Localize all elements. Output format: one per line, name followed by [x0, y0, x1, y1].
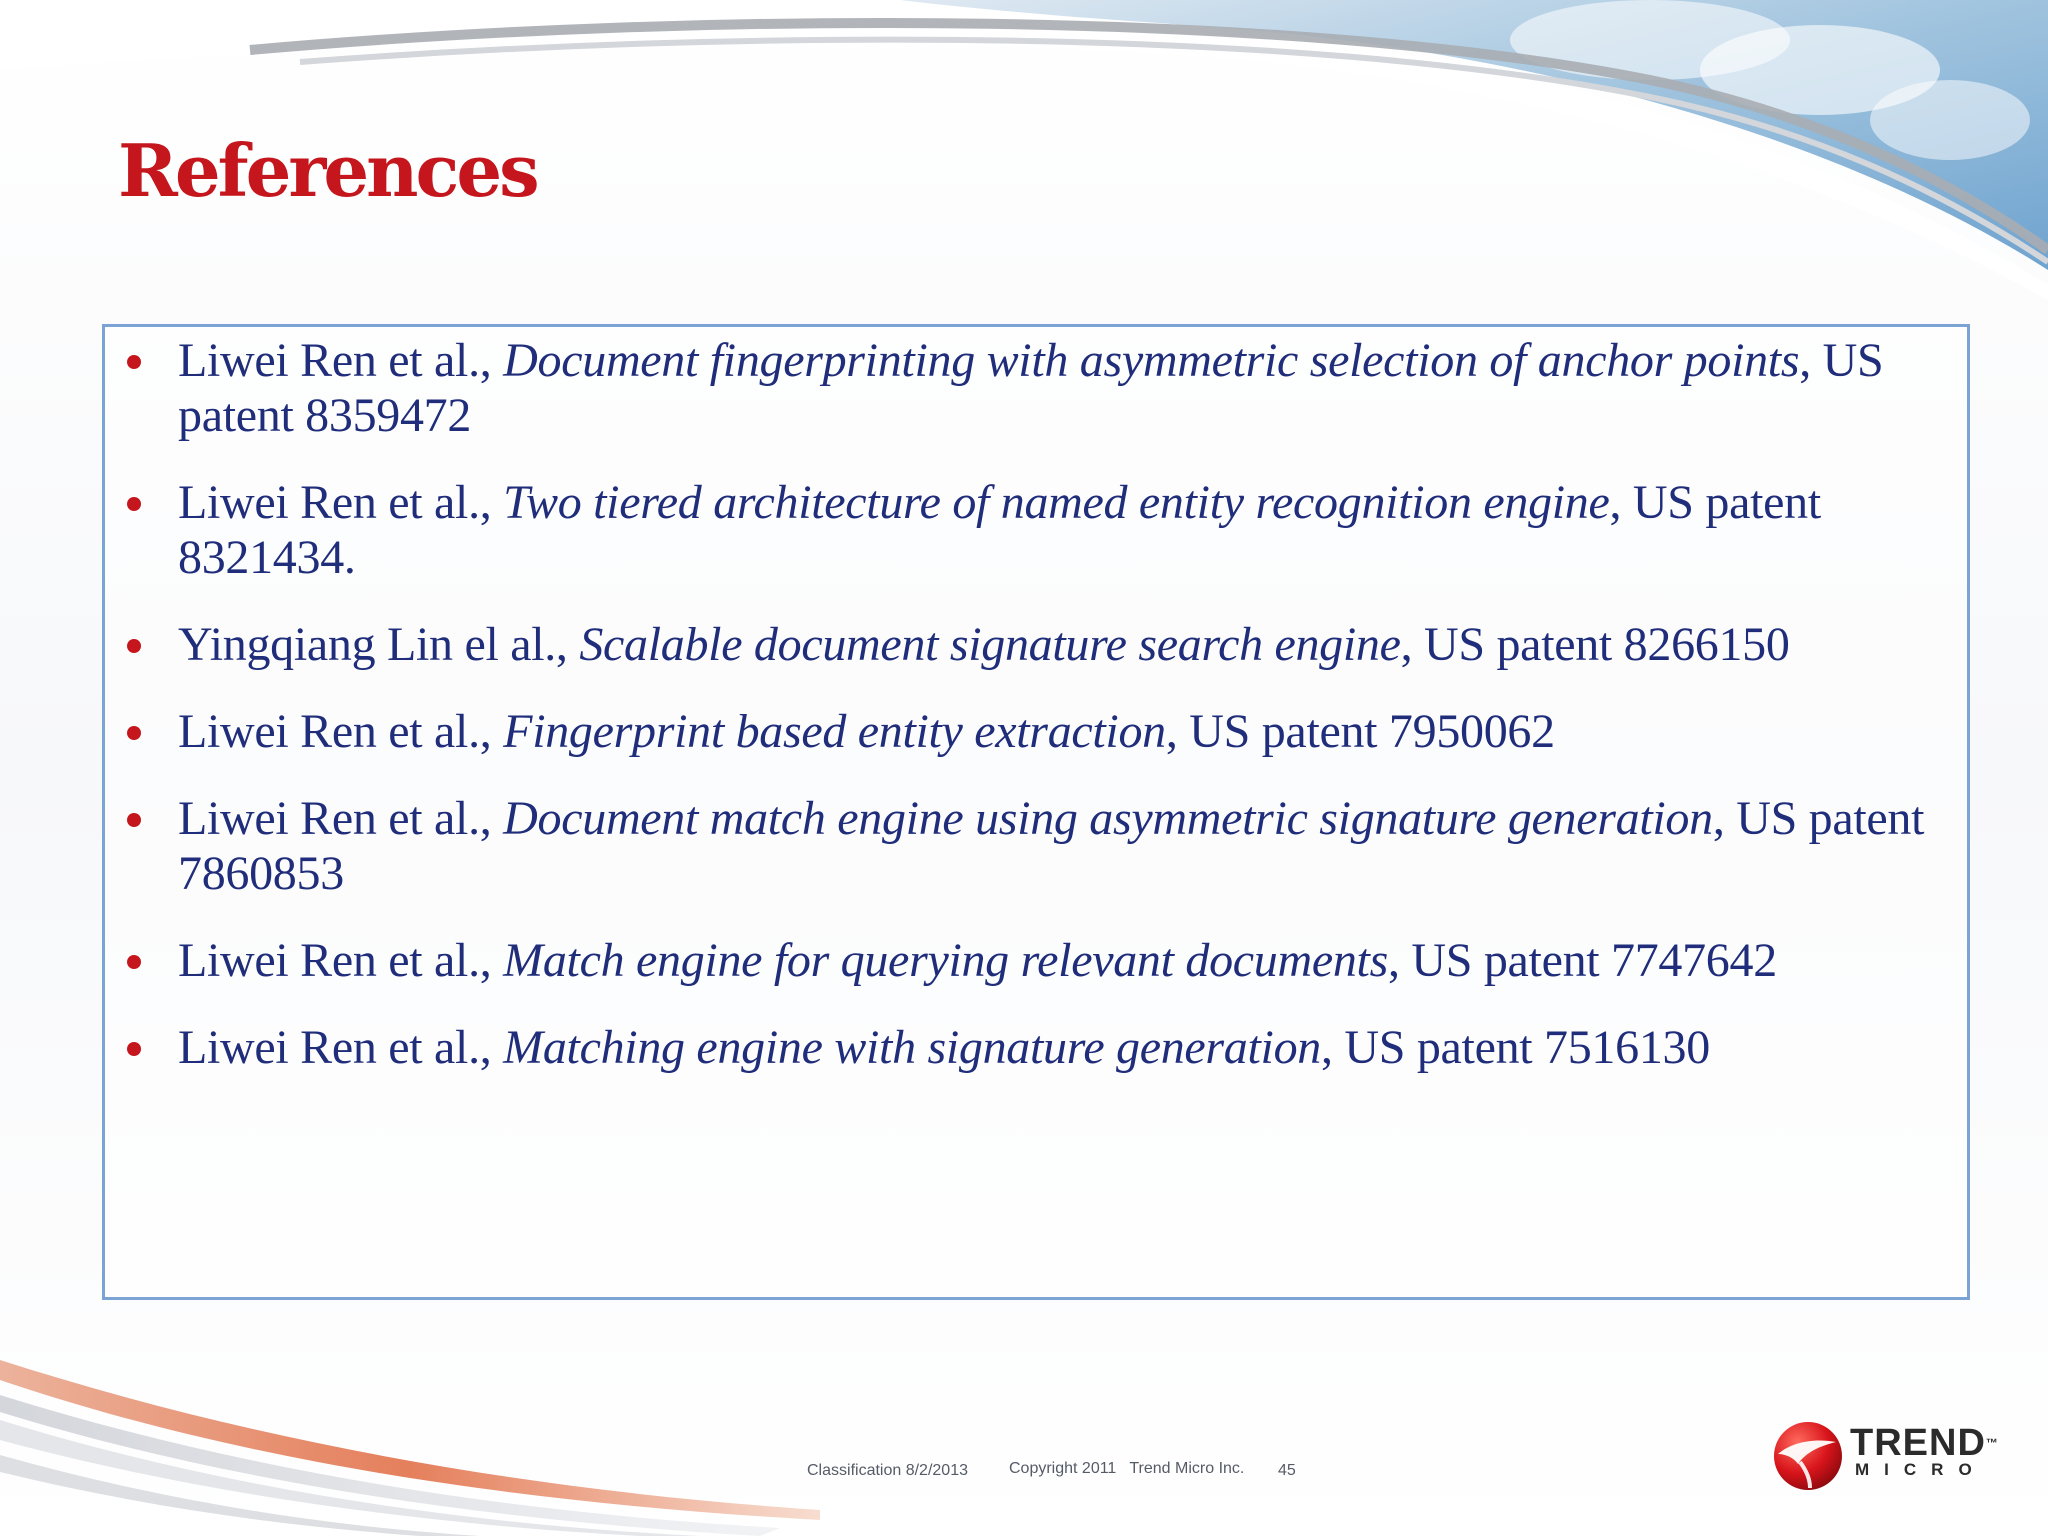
- reference-title: Match engine for querying relevant documents: [503, 934, 1388, 987]
- reference-authors: Yingqiang Lin el al.,: [178, 618, 580, 671]
- reference-patent: , US patent 7516130: [1320, 1021, 1710, 1074]
- reference-authors: Liwei Ren et al.,: [178, 334, 504, 387]
- reference-item: [105, 617, 1967, 672]
- references-list: [105, 333, 1967, 1107]
- reference-patent: , US patent 8266150: [1400, 618, 1790, 671]
- reference-title: Two tiered architecture of named entity recognition engine: [503, 476, 1610, 529]
- logo-word-text: TREND: [1850, 1422, 1986, 1464]
- reference-patent: , US patent 7860853: [178, 792, 1925, 900]
- reference-authors: Liwei Ren et al.,: [178, 705, 504, 758]
- trend-micro-ball-icon: [1770, 1418, 1846, 1494]
- reference-patent: , US patent 7950062: [1165, 705, 1555, 758]
- reference-title: Document match engine using asymmetric signature generation: [503, 792, 1713, 845]
- reference-authors: Liwei Ren et al.,: [178, 476, 504, 529]
- reference-authors: Liwei Ren et al.,: [178, 1021, 504, 1074]
- logo-wordmark: [1850, 1424, 1998, 1462]
- bullet-icon: [127, 1042, 141, 1056]
- logo-trademark: ™: [1985, 1436, 1998, 1450]
- footer-classification: Classification 8/2/2013: [807, 1462, 968, 1479]
- bullet-icon: [127, 639, 141, 653]
- bullet-icon: [127, 726, 141, 740]
- reference-title: Fingerprint based entity extraction: [503, 705, 1166, 758]
- reference-authors: Liwei Ren et al.,: [178, 934, 504, 987]
- reference-item: [105, 333, 1967, 443]
- footer-copyright: Copyright 2011 Trend Micro Inc.: [1009, 1460, 1245, 1477]
- reference-item: [105, 704, 1967, 759]
- reference-item: [105, 1020, 1967, 1075]
- reference-patent: , US patent 8321434.: [178, 476, 1821, 584]
- bullet-icon: [127, 813, 141, 827]
- reference-title: Scalable document signature search engine: [579, 618, 1401, 671]
- reference-item: [105, 933, 1967, 988]
- reference-item: [105, 791, 1967, 901]
- reference-item: [105, 475, 1967, 585]
- reference-patent: , US patent 7747642: [1387, 934, 1777, 987]
- footer-page-number: 45: [1278, 1462, 1296, 1479]
- logo-subtext: MICRO: [1855, 1460, 1987, 1479]
- references-box: [102, 324, 1970, 1300]
- bullet-icon: [127, 955, 141, 969]
- reference-patent: , US patent 8359472: [178, 334, 1884, 442]
- reference-title: Document fingerprinting with asymmetric selection of anchor points: [503, 334, 1800, 387]
- reference-authors: Liwei Ren et al.,: [178, 792, 504, 845]
- bullet-icon: [127, 355, 141, 369]
- reference-title: Matching engine with signature generation: [503, 1021, 1321, 1074]
- page-title: References: [118, 128, 537, 213]
- bullet-icon: [127, 497, 141, 511]
